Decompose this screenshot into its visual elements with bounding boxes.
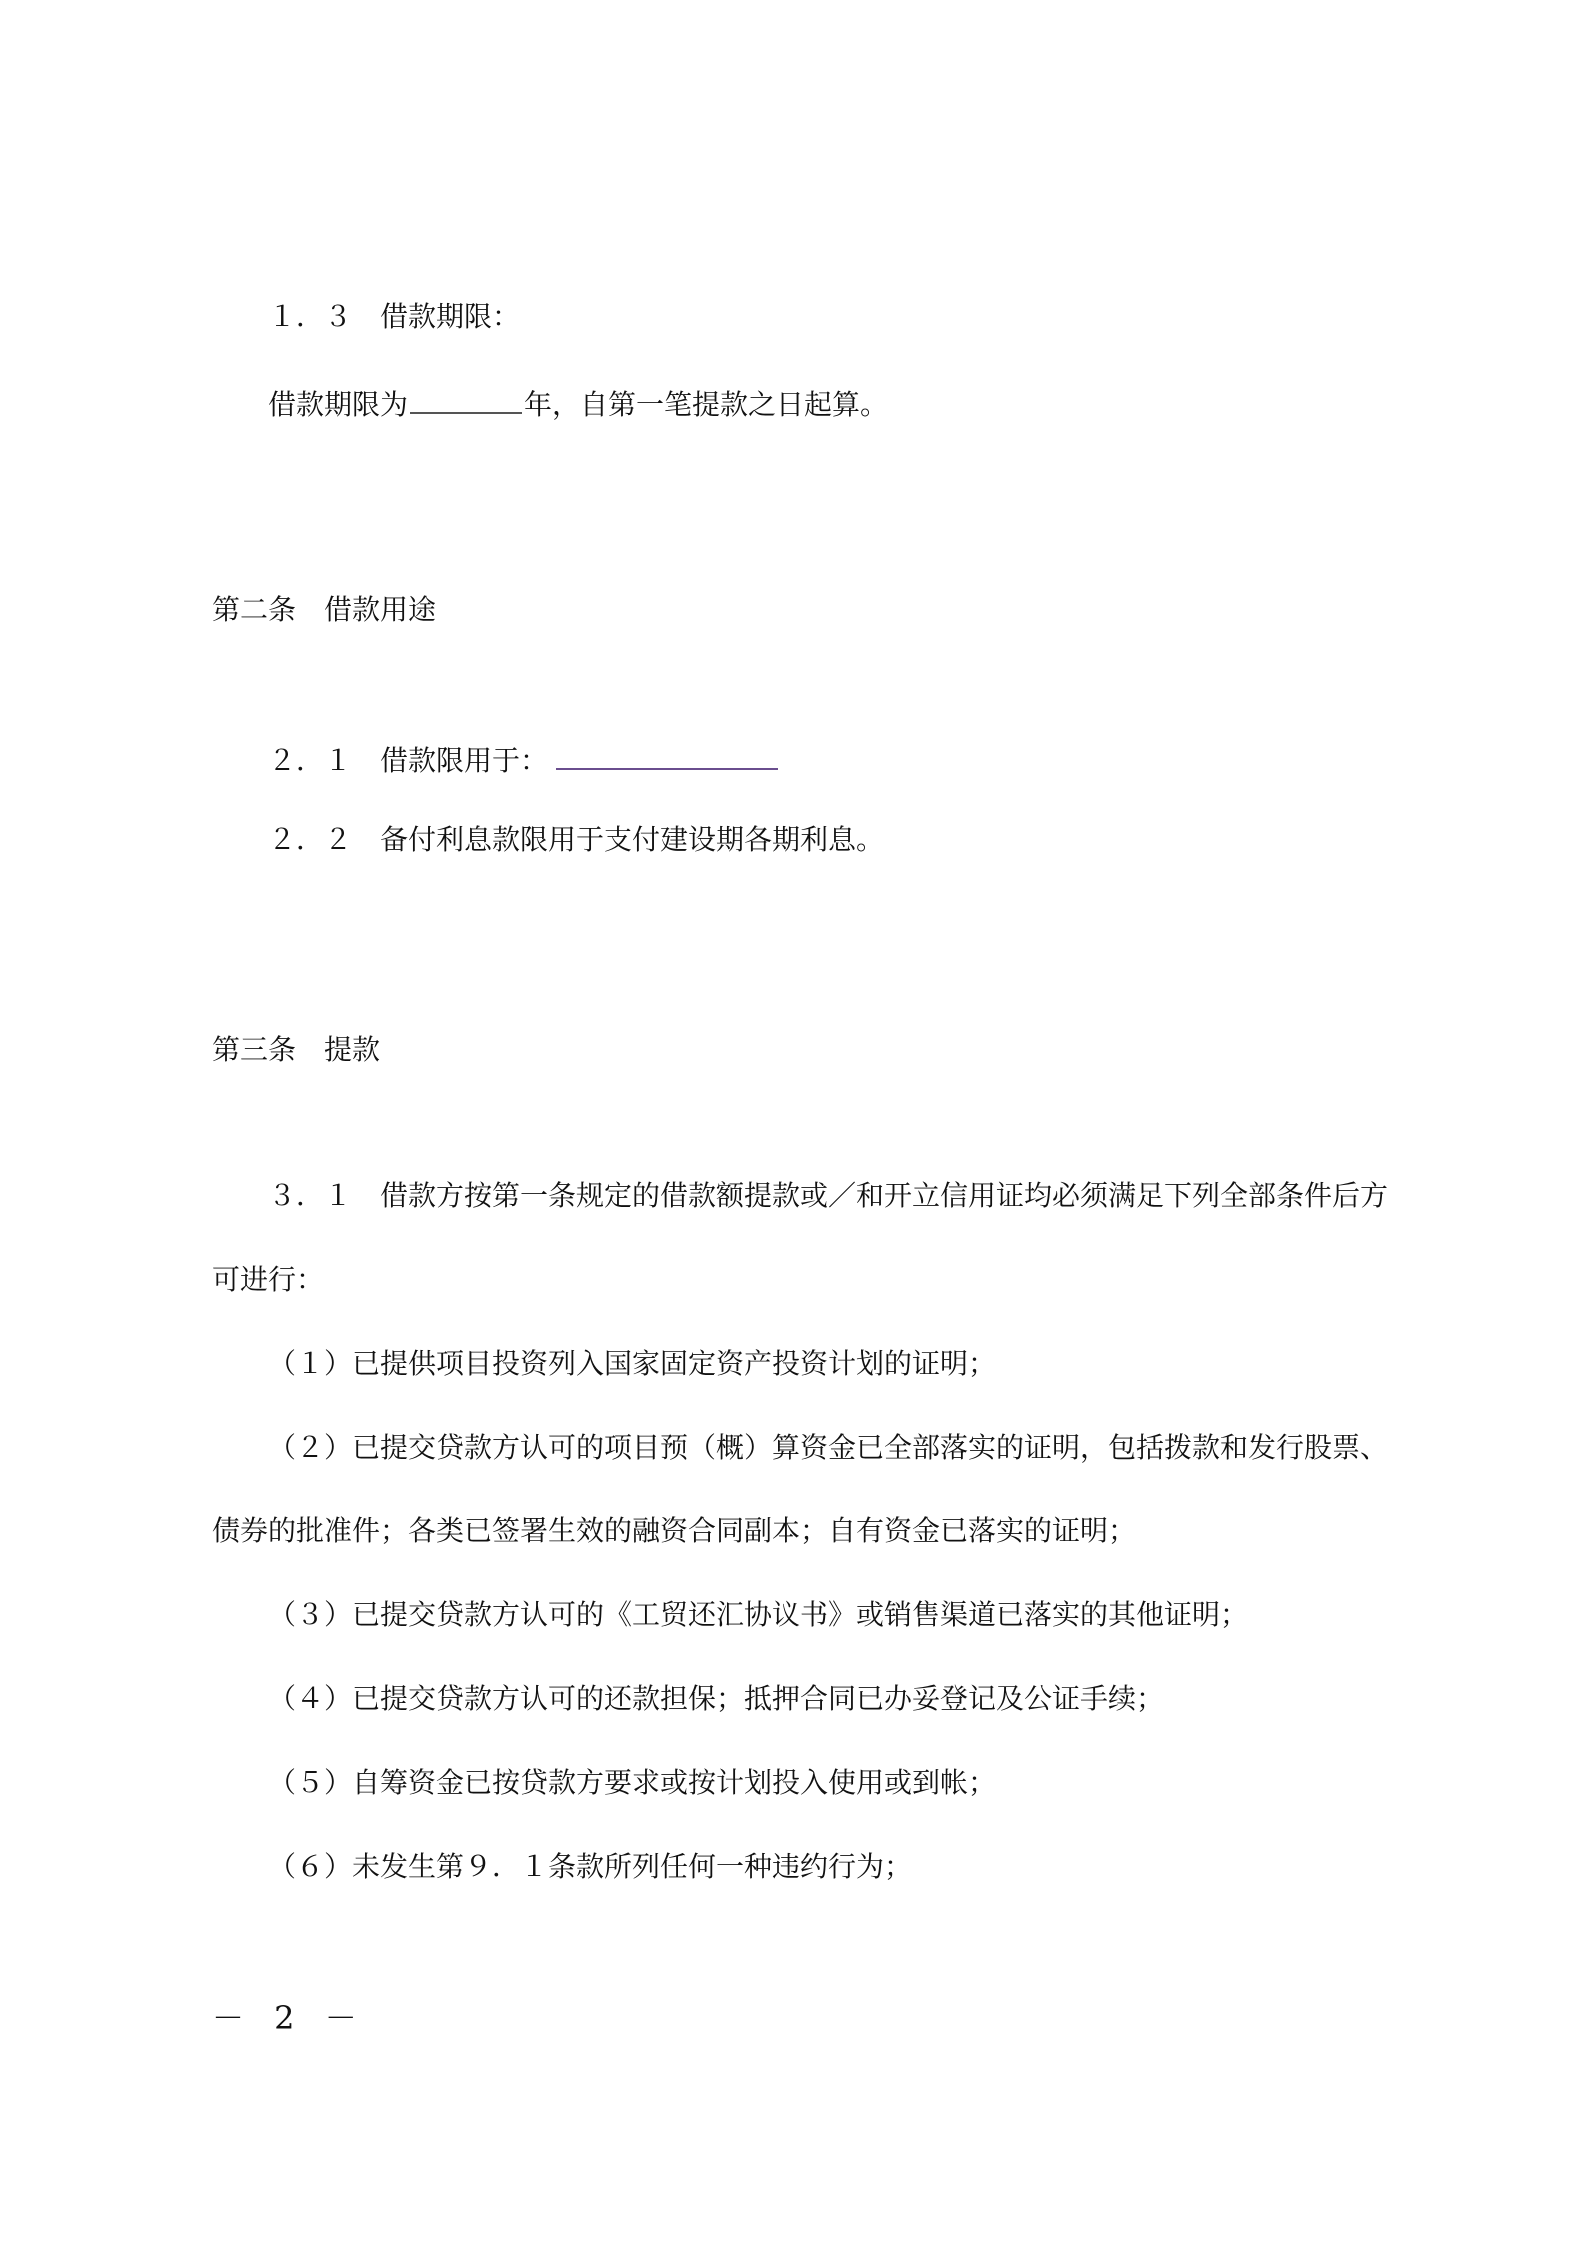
condition-6: （６）未发生第９．１条款所列任何一种违约行为； [268,1850,913,1883]
clause-1-3-text-after: 年，自第一笔提款之日起算。 [524,388,889,421]
condition-2-line1: （２）已提交贷款方认可的项目预（概）算资金已全部落实的证明，包括拨款和发行股票、 [268,1431,1389,1464]
page-number: － 2 － [212,1999,367,2037]
clause-2-2: ２．２ 备付利息款限用于支付建设期各期利息。 [268,823,885,856]
clause-3-1-line1: ３．１ 借款方按第一条规定的借款额提款或／和开立信用证均必须满足下列全部条件后方 [268,1179,1389,1212]
condition-1: （１）已提供项目投资列入国家固定资产投资计划的证明； [268,1347,997,1380]
clause-1-3-text-before: 借款期限为 [268,388,409,421]
term-years-blank [410,382,522,414]
condition-5: （５）自筹资金已按贷款方要求或按计划投入使用或到帐； [268,1766,997,1799]
clause-1-3-text [0,382,1586,423]
condition-3: （３）已提交贷款方认可的《工贸还汇协议书》或销售渠道已落实的其他证明； [268,1598,1249,1631]
clause-1-3-heading: １．３ 借款期限： [268,300,521,333]
condition-2-line2: 债券的批准件；各类已签署生效的融资合同副本；自有资金已落实的证明； [212,1514,1137,1547]
purpose-blank [556,738,778,770]
article-3-title: 第三条 提款 [212,1033,381,1066]
clause-2-1-text: ２．１ 借款限用于： [268,744,549,777]
clause-2-1 [0,738,1586,779]
condition-4: （４）已提交贷款方认可的还款担保；抵押合同已办妥登记及公证手续； [268,1682,1165,1715]
article-2-title: 第二条 借款用途 [212,593,437,626]
clause-3-1-line2: 可进行： [212,1263,325,1296]
